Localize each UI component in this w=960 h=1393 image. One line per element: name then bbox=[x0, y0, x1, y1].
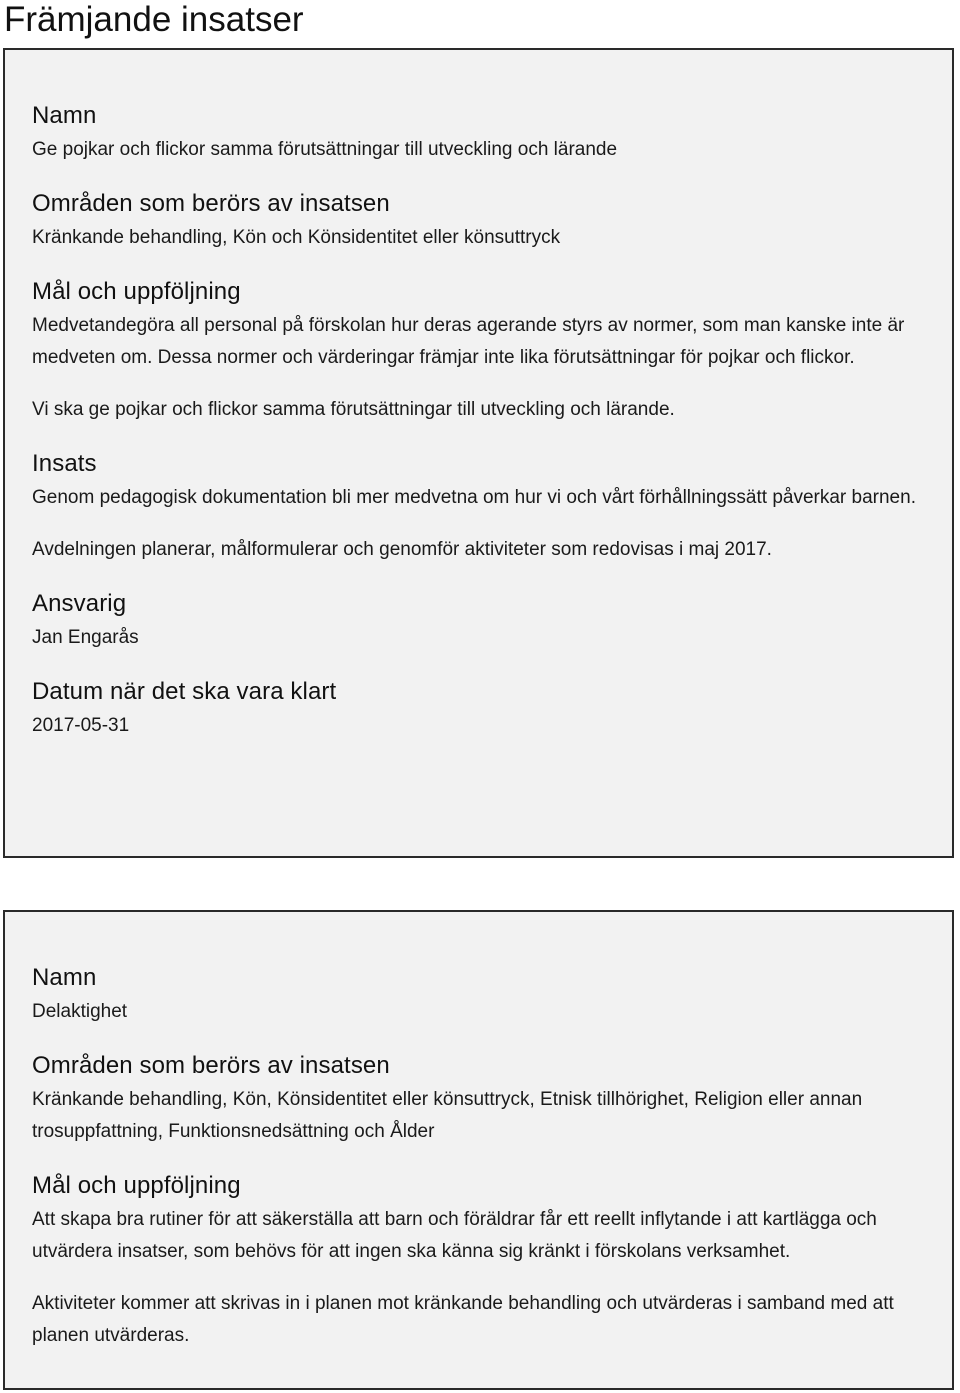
section-namn bbox=[32, 960, 936, 1028]
section-datum bbox=[32, 674, 936, 742]
section-heading: Namn bbox=[32, 102, 97, 129]
section-text: 2017-05-31 bbox=[32, 715, 130, 736]
card-content bbox=[32, 960, 936, 1352]
card-content bbox=[32, 98, 936, 742]
section-text: Jan Engarås bbox=[32, 627, 139, 648]
section-text: Delaktighet bbox=[32, 1001, 128, 1022]
section-mal-och-uppfoljning bbox=[32, 274, 936, 426]
insats-card-2 bbox=[3, 910, 954, 1390]
section-omraden bbox=[32, 1048, 936, 1148]
section-heading: Namn bbox=[32, 964, 97, 991]
section-text: Medvetandegöra all personal på förskolan hur deras agerande styrs av normer, som man kanske inte är medveten om. Dessa normer och värderingar främjar inte lika förutsättningar för pojkar och flickor. bbox=[32, 315, 905, 368]
section-heading: Områden som berörs av insatsen bbox=[32, 1052, 390, 1079]
section-omraden bbox=[32, 186, 936, 254]
section-text: Ge pojkar och flickor samma förutsättningar till utveckling och lärande bbox=[32, 139, 618, 160]
page-title: Främjande insatser bbox=[4, 0, 304, 39]
section-heading: Mål och uppföljning bbox=[32, 1172, 241, 1199]
section-text: Genom pedagogisk dokumentation bli mer medvetna om hur vi och vårt förhållningssätt påverkar barnen. bbox=[32, 487, 916, 508]
section-text: Vi ska ge pojkar och flickor samma förutsättningar till utveckling och lärande. bbox=[32, 399, 675, 420]
section-text: Kränkande behandling, Kön och Könsidentitet eller könsuttryck bbox=[32, 227, 561, 248]
section-heading: Datum när det ska vara klart bbox=[32, 678, 337, 705]
section-text: Kränkande behandling, Kön, Könsidentitet eller könsuttryck, Etnisk tillhörighet, Religion eller annan trosuppfattning, Funktionsnedsättning och Ålder bbox=[32, 1089, 863, 1142]
section-mal-och-uppfoljning bbox=[32, 1168, 936, 1352]
section-namn bbox=[32, 98, 936, 166]
section-heading: Insats bbox=[32, 450, 97, 477]
insats-card-1 bbox=[3, 48, 954, 858]
section-text: Att skapa bra rutiner för att säkerställa att barn och föräldrar får ett reellt inflytande i att kartlägga och utvärdera insatser, som behövs för att ingen ska känna sig kränkt i förskolans verksamhet. bbox=[32, 1209, 877, 1262]
section-text: Aktiviteter kommer att skrivas in i planen mot kränkande behandling och utvärderas i samband med att planen utvärderas. bbox=[32, 1293, 894, 1346]
section-insats bbox=[32, 446, 936, 566]
section-text: Avdelningen planerar, målformulerar och genomför aktiviteter som redovisas i maj 2017. bbox=[32, 539, 772, 560]
section-heading: Områden som berörs av insatsen bbox=[32, 190, 390, 217]
section-ansvarig bbox=[32, 586, 936, 654]
section-heading: Ansvarig bbox=[32, 590, 127, 617]
section-heading: Mål och uppföljning bbox=[32, 278, 241, 305]
